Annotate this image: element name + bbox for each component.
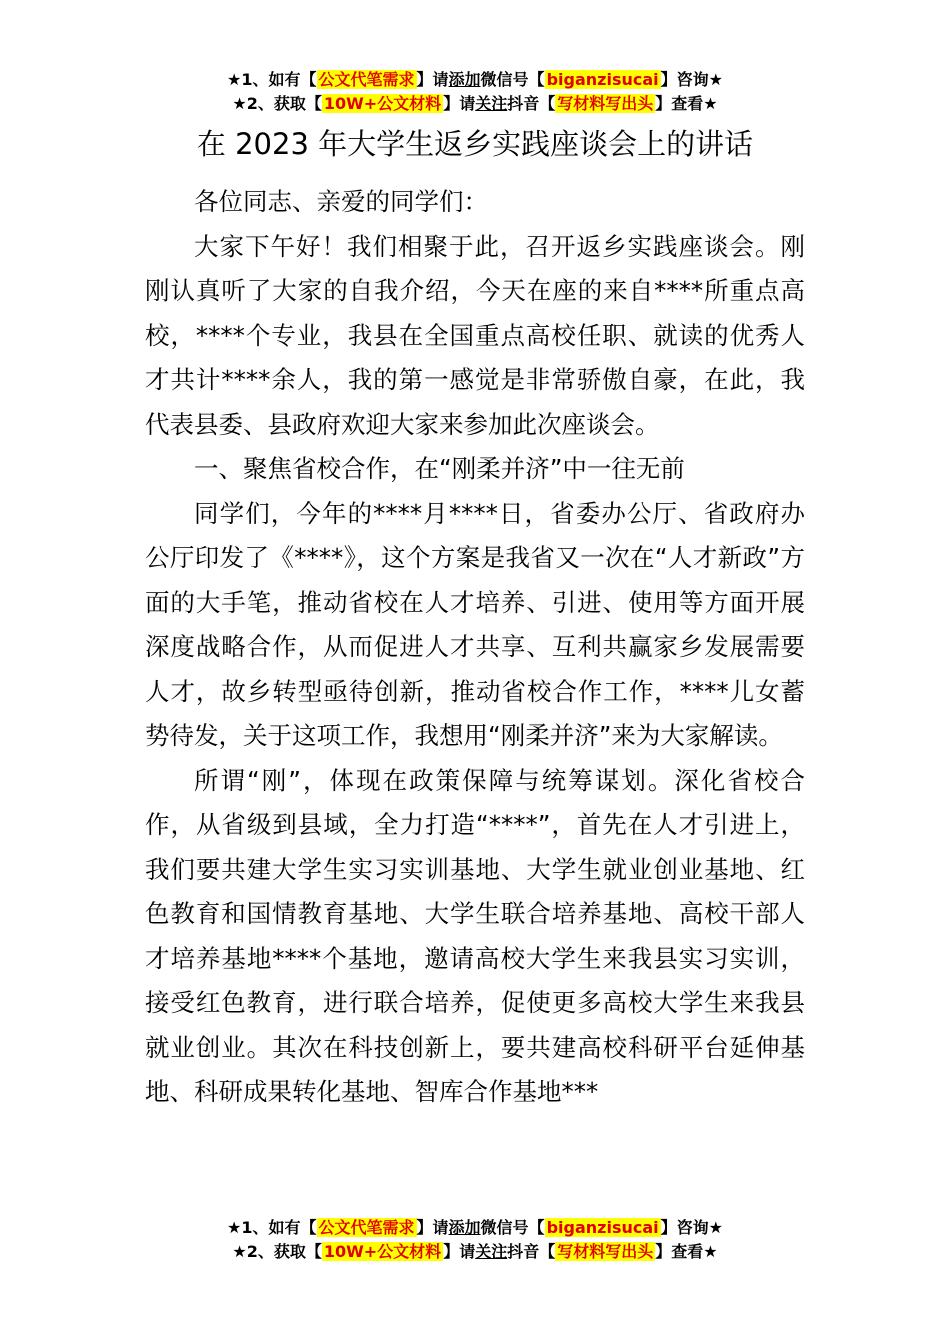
banner-text: 】请 <box>443 94 476 113</box>
banner-text: ★2、获取【 <box>232 94 322 113</box>
banner-underline: 添加 <box>448 1218 481 1237</box>
document-body <box>145 180 805 1115</box>
header-banner <box>0 68 950 116</box>
greeting-paragraph: 各位同志、亲爱的同学们： <box>194 187 488 216</box>
banner-text: 】查看★ <box>655 1242 718 1261</box>
banner-text: 】查看★ <box>655 94 718 113</box>
footer-banner <box>0 1216 950 1264</box>
banner-highlight: 写材料写出头 <box>557 1242 654 1261</box>
banner-line-2 <box>0 1240 950 1264</box>
body-paragraph: 同学们，今年的****月****日，省委办公厅、省政府办公厅印发了《****》，这个方案是我省又一次在“人才新政”方面的大手笔，推动省校在人才培养、引进、使用等方面开展深度战略合作，从而促进人才共享、互利共赢家乡发展需要人才，故乡转型亟待创新，推动省校合作工作，****儿女蓄势待发，关于这项工作，我想用“刚柔并济”来为大家解读。 <box>145 498 805 750</box>
opening-paragraph: 大家下午好！我们相聚于此，召开返乡实践座谈会。刚刚认真听了大家的自我介绍，今天在座的来自****所重点高校，****个专业，我县在全国重点高校任职、就读的优秀人才共计****余人，我的第一感觉是非常骄傲自豪，在此，我代表县委、县政府欢迎大家来参加此次座谈会。 <box>145 231 805 439</box>
banner-line-2 <box>0 92 950 116</box>
banner-text: 】咨询★ <box>660 70 723 89</box>
banner-underline: 关注 <box>475 1242 508 1261</box>
banner-text: 微信号【 <box>480 70 545 89</box>
banner-underline: 添加 <box>448 70 481 89</box>
section-heading: 一、聚焦省校合作，在“刚柔并济”中一往无前 <box>194 454 685 483</box>
banner-text: 抖音【 <box>507 1242 556 1261</box>
banner-highlight: 公文代笔需求 <box>318 70 415 89</box>
banner-text: 抖音【 <box>507 94 556 113</box>
banner-highlight: 公文代笔需求 <box>318 1218 415 1237</box>
banner-text: 】请 <box>443 1242 476 1261</box>
banner-underline: 关注 <box>475 94 508 113</box>
banner-highlight: 10W+公文材料 <box>323 1242 442 1261</box>
banner-text: 微信号【 <box>480 1218 545 1237</box>
banner-text: ★1、如有【 <box>227 1218 317 1237</box>
banner-text: 】请 <box>416 1218 449 1237</box>
banner-text: 】请 <box>416 70 449 89</box>
banner-line-1 <box>0 1216 950 1240</box>
banner-text: ★2、获取【 <box>232 1242 322 1261</box>
page-title: 在 2023 年大学生返乡实践座谈会上的讲话 <box>196 127 754 161</box>
banner-highlight: biganzisucai <box>546 1218 659 1237</box>
body-paragraph: 所谓“刚”，体现在政策保障与统筹谋划。深化省校合作，从省级到县域，全力打造“****”，首先在人才引进上，我们要共建大学生实习实训基地、大学生就业创业基地、红色教育和国情教育基地、大学生联合培养基地、高校干部人才培养基地****个基地，邀请高校大学生来我县实习实训，接受红色教育，进行联合培养，促使更多高校大学生来我县就业创业。其次在科技创新上，要共建高校科研平台延伸基地、科研成果转化基地、智库合作基地*** <box>145 765 805 1106</box>
banner-line-1 <box>0 68 950 92</box>
banner-highlight: 写材料写出头 <box>557 94 654 113</box>
banner-text: 】咨询★ <box>660 1218 723 1237</box>
banner-highlight: biganzisucai <box>546 70 659 89</box>
banner-highlight: 10W+公文材料 <box>323 94 442 113</box>
banner-text: ★1、如有【 <box>227 70 317 89</box>
